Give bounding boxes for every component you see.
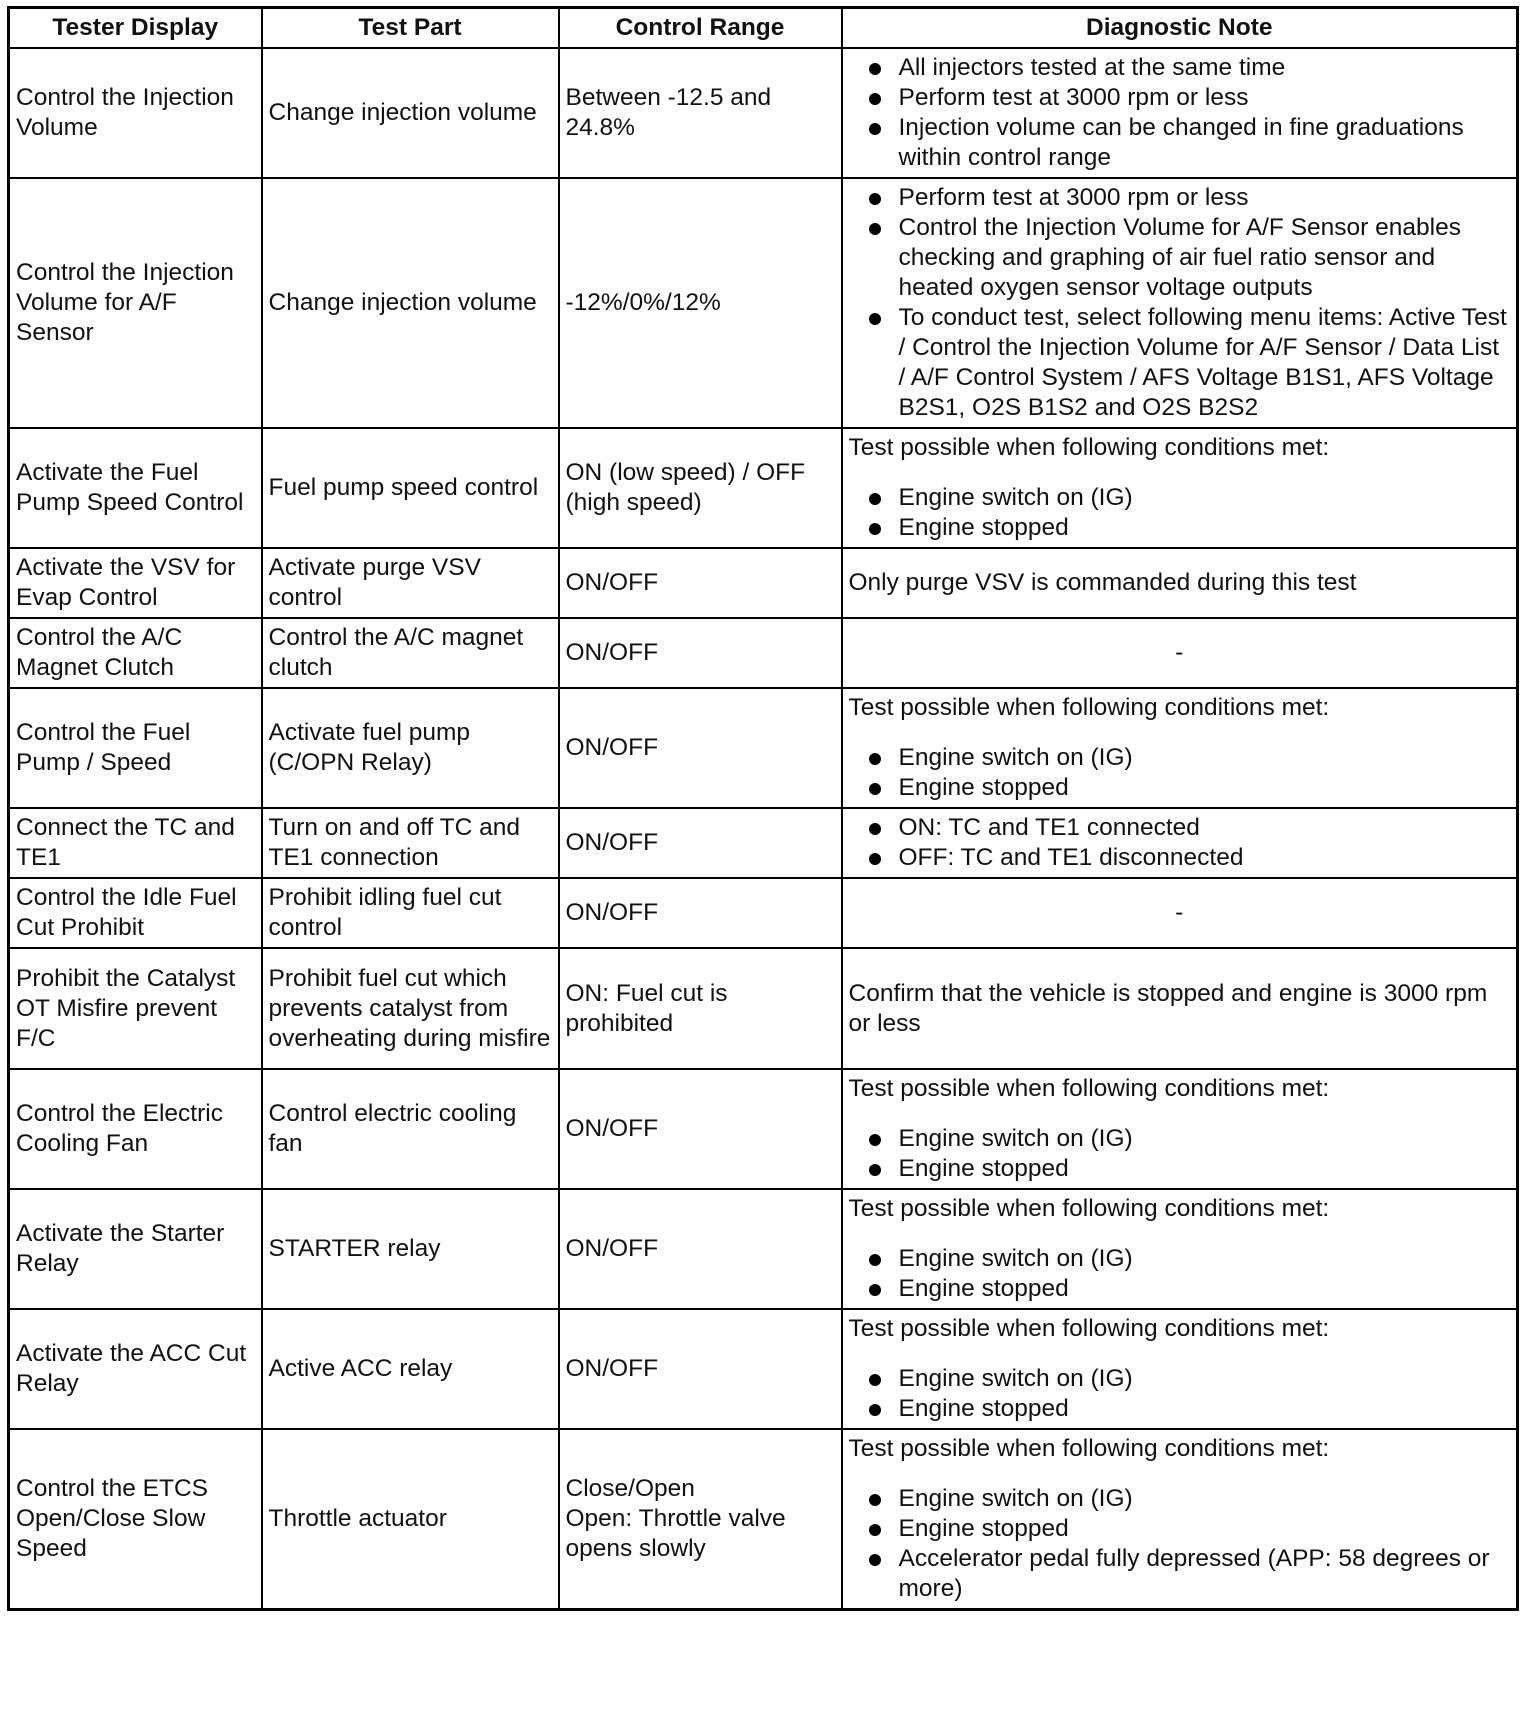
note-bullet-item: Control the Injection Volume for A/F Sensor enables checking and graphing of air fuel ratio sensor and heated oxygen sensor voltage outputs: [849, 213, 1511, 303]
table-body: [9, 48, 1518, 1610]
cell-tester-display: Prohibit the Catalyst OT Misfire prevent F/C: [9, 948, 262, 1069]
cell-diagnostic-note: [842, 808, 1518, 878]
note-bullet-list: [849, 813, 1511, 873]
header-tester-display: Tester Display: [9, 8, 262, 49]
table-row: [9, 48, 1518, 178]
cell-control-range: ON/OFF: [559, 688, 842, 808]
note-text: Confirm that the vehicle is stopped and engine is 3000 rpm or less: [848, 979, 1488, 1037]
table-row: [9, 1189, 1518, 1309]
table-row: [9, 948, 1518, 1069]
cell-control-range: Close/Open Open: Throttle valve opens slowly: [559, 1429, 842, 1610]
note-text: -: [1175, 639, 1184, 666]
cell-control-range: ON/OFF: [559, 1189, 842, 1309]
cell-tester-display: Control the Electric Cooling Fan: [9, 1069, 262, 1189]
note-bullet-list: [849, 183, 1511, 423]
table-row: [9, 428, 1518, 548]
cell-diagnostic-note: [842, 48, 1518, 178]
note-text: Test possible when following conditions met:: [848, 1075, 1330, 1102]
cell-test-part: Activate fuel pump (C/OPN Relay): [262, 688, 559, 808]
note-text: Only purge VSV is commanded during this test: [848, 569, 1357, 596]
cell-tester-display: Control the Fuel Pump / Speed: [9, 688, 262, 808]
note-bullet-item: Perform test at 3000 rpm or less: [849, 83, 1511, 113]
cell-test-part: Control electric cooling fan: [262, 1069, 559, 1189]
note-bullet-list: [849, 743, 1511, 803]
cell-test-part: Throttle actuator: [262, 1429, 559, 1610]
note-text: -: [1175, 899, 1184, 926]
cell-control-range: ON/OFF: [559, 878, 842, 948]
note-bullet-item: Engine stopped: [849, 1514, 1511, 1544]
note-bullet-item: ON: TC and TE1 connected: [849, 813, 1511, 843]
cell-diagnostic-note: [842, 878, 1518, 948]
note-bullet-item: Engine switch on (IG): [849, 1364, 1511, 1394]
cell-tester-display: Control the A/C Magnet Clutch: [9, 618, 262, 688]
note-text: Test possible when following conditions met:: [848, 434, 1330, 461]
cell-tester-display: Activate the VSV for Evap Control: [9, 548, 262, 618]
cell-tester-display: Activate the ACC Cut Relay: [9, 1309, 262, 1429]
table-row: [9, 688, 1518, 808]
note-bullet-list: [849, 483, 1511, 543]
note-bullet-item: Engine switch on (IG): [849, 483, 1511, 513]
cell-test-part: Active ACC relay: [262, 1309, 559, 1429]
note-bullet-item: Injection volume can be changed in fine graduations within control range: [849, 113, 1511, 173]
cell-control-range: ON: Fuel cut is prohibited: [559, 948, 842, 1069]
note-text: Test possible when following conditions met:: [848, 1315, 1330, 1342]
cell-tester-display: Control the Injection Volume for A/F Sensor: [9, 178, 262, 428]
cell-test-part: STARTER relay: [262, 1189, 559, 1309]
note-bullet-item: Engine switch on (IG): [849, 1124, 1511, 1154]
cell-diagnostic-note: [842, 1309, 1518, 1429]
note-text: Test possible when following conditions met:: [848, 1195, 1330, 1222]
note-bullet-list: [849, 1124, 1511, 1184]
note-bullet-item: Engine stopped: [849, 773, 1511, 803]
cell-tester-display: Control the Injection Volume: [9, 48, 262, 178]
cell-tester-display: Connect the TC and TE1: [9, 808, 262, 878]
cell-control-range: Between -12.5 and 24.8%: [559, 48, 842, 178]
table-row: [9, 1309, 1518, 1429]
note-text: Test possible when following conditions met:: [848, 694, 1330, 721]
note-bullet-item: OFF: TC and TE1 disconnected: [849, 843, 1511, 873]
cell-control-range: ON/OFF: [559, 808, 842, 878]
table-row: [9, 1069, 1518, 1189]
active-test-table: [7, 6, 1519, 1611]
cell-diagnostic-note: [842, 1429, 1518, 1610]
table-row: [9, 808, 1518, 878]
cell-test-part: Prohibit fuel cut which prevents catalyst from overheating during misfire: [262, 948, 559, 1069]
cell-tester-display: Activate the Starter Relay: [9, 1189, 262, 1309]
cell-control-range: ON/OFF: [559, 1309, 842, 1429]
header-test-part: Test Part: [262, 8, 559, 49]
table-row: [9, 618, 1518, 688]
cell-diagnostic-note: [842, 948, 1518, 1069]
note-bullet-item: Engine stopped: [849, 513, 1511, 543]
cell-control-range: ON (low speed) / OFF (high speed): [559, 428, 842, 548]
cell-control-range: -12%/0%/12%: [559, 178, 842, 428]
cell-diagnostic-note: [842, 178, 1518, 428]
cell-tester-display: Control the ETCS Open/Close Slow Speed: [9, 1429, 262, 1610]
cell-diagnostic-note: [842, 618, 1518, 688]
note-bullet-list: [849, 1364, 1511, 1424]
cell-test-part: Turn on and off TC and TE1 connection: [262, 808, 559, 878]
table-row: [9, 878, 1518, 948]
header-diagnostic-note: Diagnostic Note: [842, 8, 1518, 49]
note-bullet-item: All injectors tested at the same time: [849, 53, 1511, 83]
cell-diagnostic-note: [842, 428, 1518, 548]
note-bullet-item: Engine switch on (IG): [849, 1484, 1511, 1514]
cell-diagnostic-note: [842, 1189, 1518, 1309]
table-row: [9, 548, 1518, 618]
cell-test-part: Change injection volume: [262, 178, 559, 428]
note-bullet-item: Engine switch on (IG): [849, 1244, 1511, 1274]
note-bullet-item: Accelerator pedal fully depressed (APP: 58 degrees or more): [849, 1544, 1511, 1604]
note-bullet-list: [849, 1484, 1511, 1604]
note-bullet-item: To conduct test, select following menu items: Active Test / Control the Injection Volume for A/F Sensor / Data List / A/F Control System / AFS Voltage B1S1, AFS Voltage B2S1, O2S B1S2 and O2S B2S2: [849, 303, 1511, 423]
note-bullet-item: Perform test at 3000 rpm or less: [849, 183, 1511, 213]
note-text: Test possible when following conditions met:: [848, 1435, 1330, 1462]
cell-diagnostic-note: [842, 688, 1518, 808]
note-bullet-list: [849, 1244, 1511, 1304]
cell-diagnostic-note: [842, 548, 1518, 618]
cell-test-part: Prohibit idling fuel cut control: [262, 878, 559, 948]
cell-control-range: ON/OFF: [559, 1069, 842, 1189]
note-bullet-item: Engine stopped: [849, 1394, 1511, 1424]
table-header: [9, 8, 1518, 49]
header-control-range: Control Range: [559, 8, 842, 49]
cell-control-range: ON/OFF: [559, 548, 842, 618]
note-bullet-item: Engine switch on (IG): [849, 743, 1511, 773]
active-test-table-container: [7, 6, 1519, 1611]
cell-test-part: Control the A/C magnet clutch: [262, 618, 559, 688]
cell-diagnostic-note: [842, 1069, 1518, 1189]
cell-control-range: ON/OFF: [559, 618, 842, 688]
table-row: [9, 1429, 1518, 1610]
cell-tester-display: Control the Idle Fuel Cut Prohibit: [9, 878, 262, 948]
cell-test-part: Activate purge VSV control: [262, 548, 559, 618]
cell-tester-display: Activate the Fuel Pump Speed Control: [9, 428, 262, 548]
table-row: [9, 178, 1518, 428]
cell-test-part: Change injection volume: [262, 48, 559, 178]
note-bullet-item: Engine stopped: [849, 1154, 1511, 1184]
note-bullet-item: Engine stopped: [849, 1274, 1511, 1304]
cell-test-part: Fuel pump speed control: [262, 428, 559, 548]
header-row: [9, 8, 1518, 49]
note-bullet-list: [849, 53, 1511, 173]
